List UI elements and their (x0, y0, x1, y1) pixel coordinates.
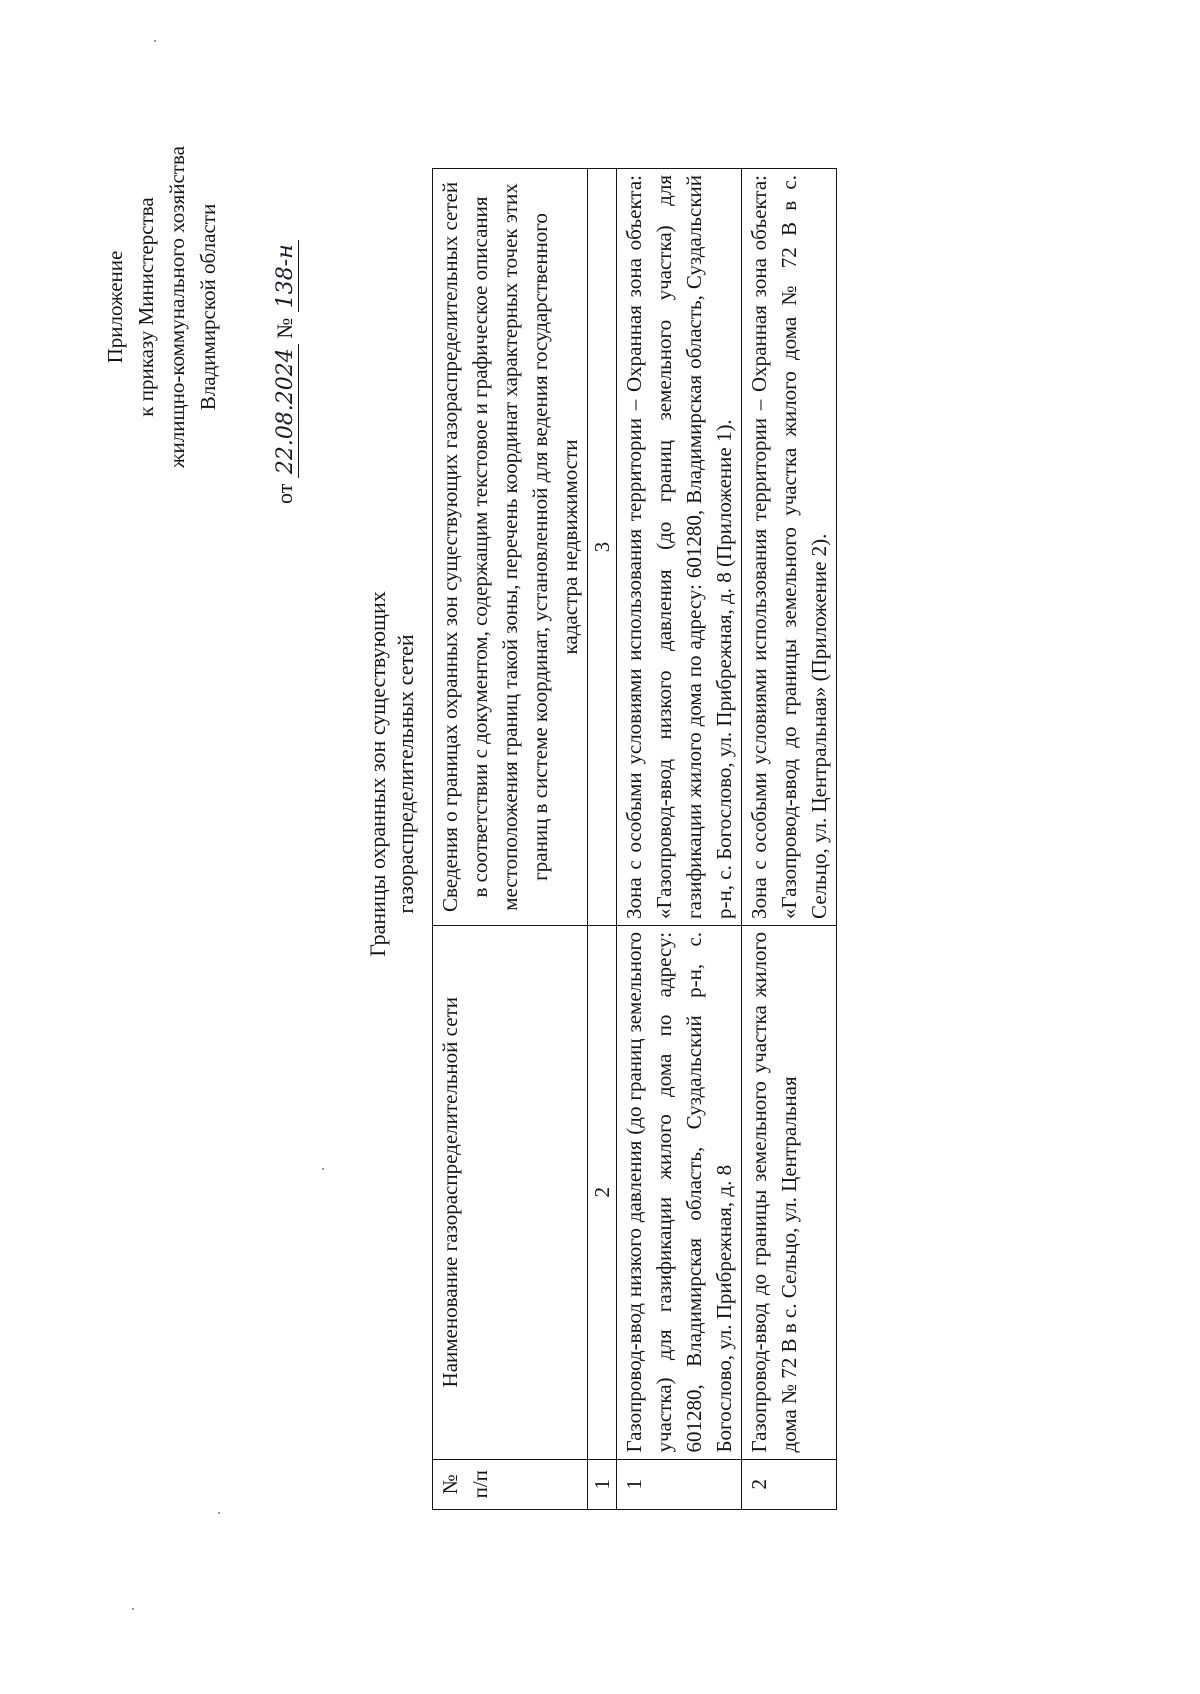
column-number: 2 (588, 925, 617, 1459)
region-name: Владимирской области (196, 203, 220, 411)
handwritten-number: 138-н (274, 240, 299, 312)
order-date-line (272, 114, 299, 504)
column-number: 1 (588, 1459, 617, 1509)
title-line-1: Границы охранных зон существующих (365, 591, 390, 957)
appendix-header (100, 142, 224, 472)
header-cell-network-name: Наименование газораспределительной сети (433, 925, 588, 1459)
table-row (742, 169, 837, 1510)
scan-speck (322, 1168, 324, 1170)
column-number-row (588, 169, 617, 1510)
zone-info-cell: Зона с особыми условиями использования территории – Охранная зона объекта: «Газопровод-ввод низкого давления (до границ земельного участка) для газификации жилого дома по адресу: 601280, Владимирская область, Суздальский р-н, с. Богослово, ул. Прибрежная, д. 8 (Приложение 1). (617, 169, 742, 926)
date-prefix: от (272, 483, 297, 504)
column-number: 3 (588, 169, 617, 926)
protection-zones-table (432, 168, 837, 1510)
appendix-label: Приложение (103, 250, 127, 364)
ministry-name: жилищно-коммунального хозяйства (165, 146, 189, 468)
scan-speck (132, 1608, 134, 1610)
row-number: 1 (617, 1459, 742, 1509)
header-cell-number: № п/п (433, 1459, 588, 1509)
zone-info-cell: Зона с особыми условиями использования территории – Охранная зона объекта: «Газопровод-ввод до границы земельного участка жилого дома № 72 В в с. Сельцо, ул. Центральная» (Приложение 2). (742, 169, 837, 926)
network-name-cell: Газопровод-ввод до границы земельного участка жилого дома № 72 В в с. Сельцо, ул. Центральная (742, 925, 837, 1459)
scan-speck (218, 1512, 220, 1514)
order-reference: к приказу Министерства (134, 197, 158, 417)
row-number: 2 (742, 1459, 837, 1509)
table-header-row (433, 169, 588, 1510)
document-title (364, 454, 420, 1094)
handwritten-date: 22.08.2024 (274, 344, 299, 478)
title-line-2: газораспределительных сетей (393, 634, 418, 914)
header-cell-zone-info: Сведения о границах охранных зон существующих газораспределительных сетей в соответствии с документом, содержащим текстовое и графическое описания местоположения границ такой зоны, перечень координат характерных точек этих границ в системе координат, установленной для ведения государственного кадастра недвижимости (433, 169, 588, 926)
scan-speck (154, 40, 156, 42)
table-row (617, 169, 742, 1510)
number-prefix: № (272, 317, 297, 339)
network-name-cell: Газопровод-ввод низкого давления (до границ земельного участка) для газификации жилого дома по адресу: 601280, Владимирская область, Суздальский р-н, с. Богослово, ул. Прибрежная, д. 8 (617, 925, 742, 1459)
